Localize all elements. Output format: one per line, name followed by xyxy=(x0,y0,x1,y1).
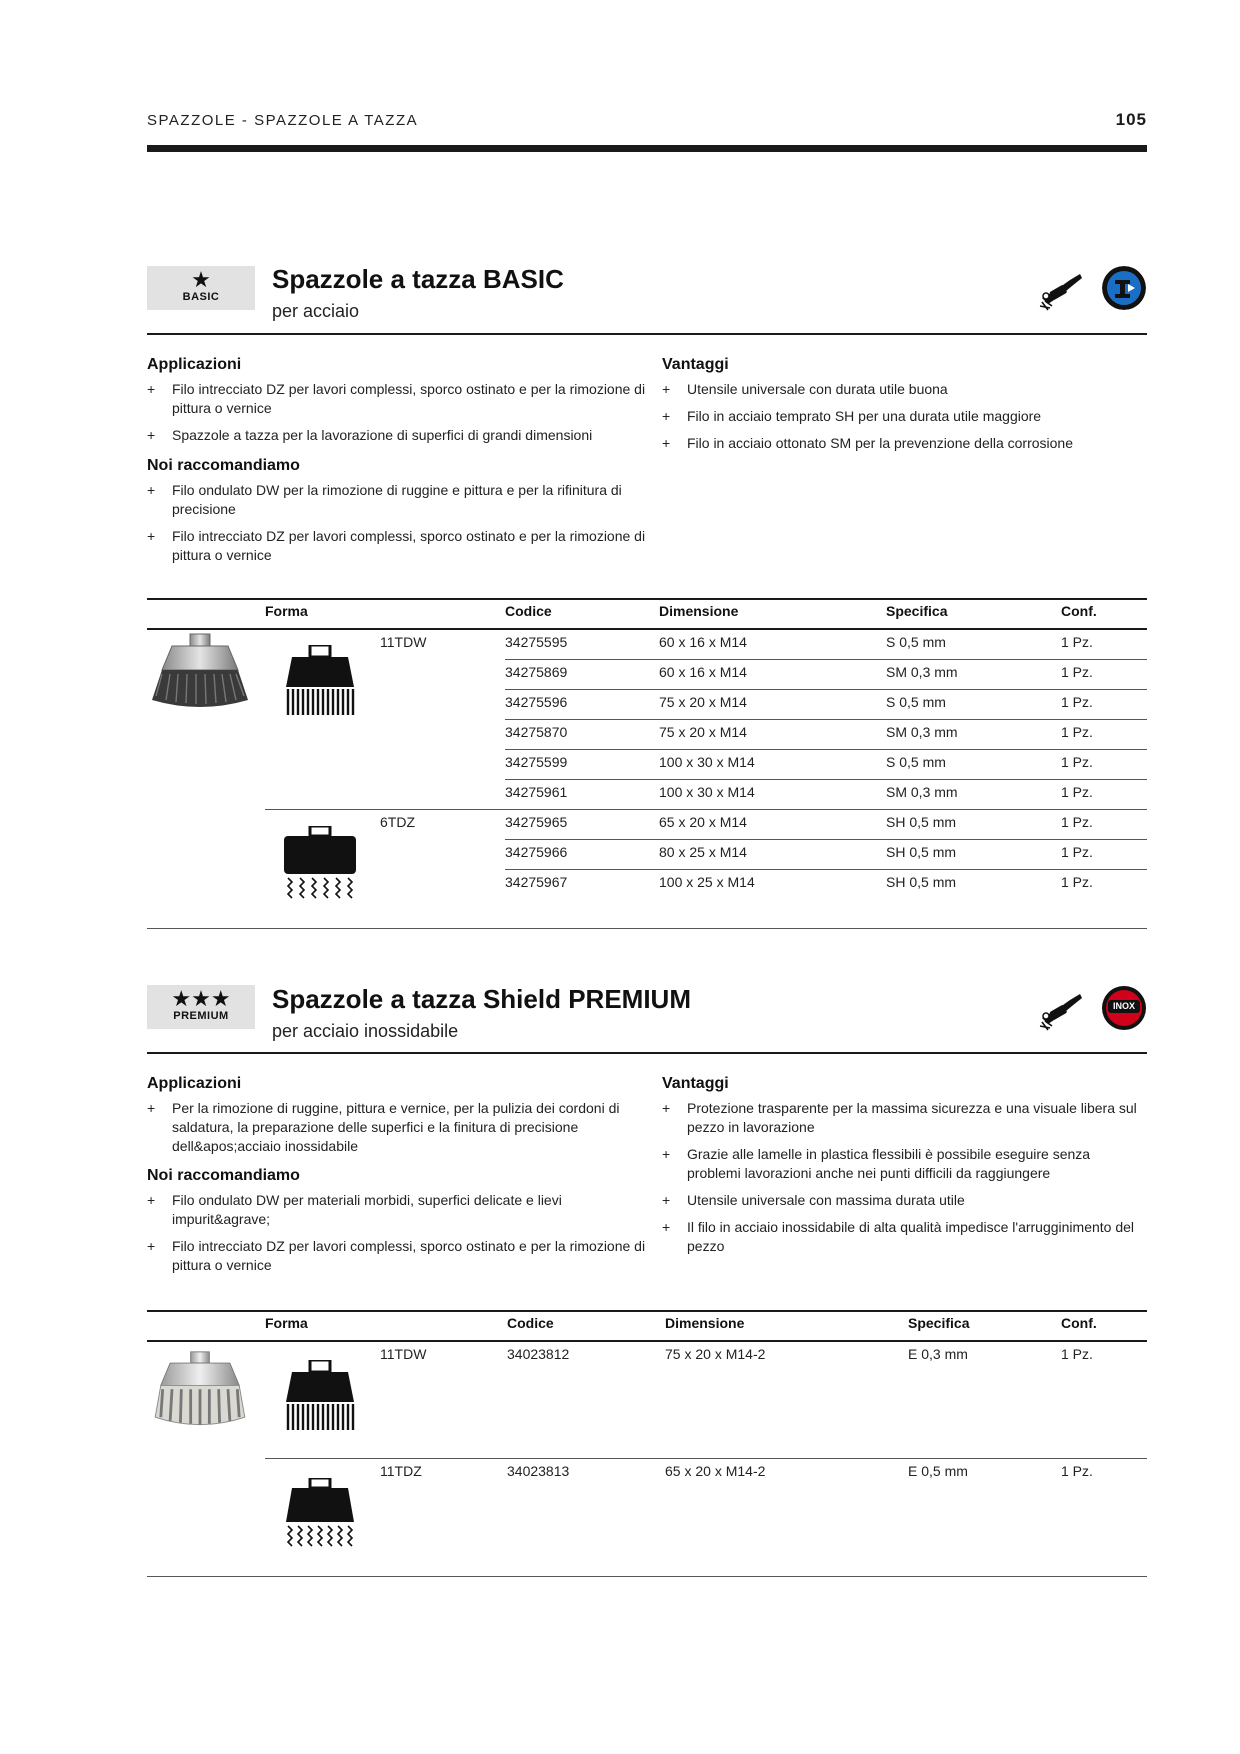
row-divider xyxy=(505,779,1147,780)
plus-icon: + xyxy=(662,381,671,397)
product-type: 11TDW xyxy=(380,1346,427,1362)
group-divider xyxy=(265,809,1147,810)
applications-heading: Applicazioni xyxy=(147,1075,242,1092)
col-header-codice: Codice xyxy=(505,603,552,619)
col-header-dimensione: Dimensione xyxy=(665,1315,745,1331)
plus-icon: + xyxy=(662,435,671,451)
cup-brush-twisted-knot-icon xyxy=(280,1478,360,1558)
cell-codice: 34275869 xyxy=(505,664,568,680)
col-header-conf: Conf. xyxy=(1061,603,1097,619)
cell-dimensione: 100 x 30 x M14 xyxy=(659,784,755,800)
header-rule xyxy=(147,145,1147,152)
plus-icon: + xyxy=(147,381,156,397)
cell-conf: 1 Pz. xyxy=(1061,874,1093,890)
cell-specifica: E 0,5 mm xyxy=(908,1463,968,1479)
cell-codice: 34275965 xyxy=(505,814,568,830)
cup-brush-twisted-knot-icon xyxy=(280,826,360,906)
cup-brush-crimped-wire-icon xyxy=(280,1360,360,1440)
table-bottom-rule xyxy=(147,1576,1147,1577)
inox-label: INOX xyxy=(1108,1000,1140,1013)
row-divider xyxy=(505,749,1147,750)
cell-specifica: SM 0,3 mm xyxy=(886,724,958,740)
advantages-heading: Vantaggi xyxy=(662,356,729,373)
cell-conf: 1 Pz. xyxy=(1061,1346,1093,1362)
plus-icon: + xyxy=(147,1192,156,1208)
row-divider xyxy=(505,869,1147,870)
list-item: + Filo ondulato DW per materiali morbidi, superfici delicate e lievi impurit&agrave; xyxy=(147,1192,562,1227)
section-subtitle: per acciaio inossidabile xyxy=(272,1021,459,1041)
cell-codice: 34275596 xyxy=(505,694,568,710)
list-item: + Filo intrecciato DZ per lavori complessi, sporco ostinato e per la rimozione di pittura o vernice xyxy=(147,381,646,416)
cell-dimensione: 75 x 20 x M14 xyxy=(659,724,747,740)
cell-specifica: E 0,3 mm xyxy=(908,1346,968,1362)
product-type: 6TDZ xyxy=(380,814,415,830)
cell-dimensione: 65 x 20 x M14 xyxy=(659,814,747,830)
col-header-specifica: Specifica xyxy=(886,603,948,619)
cell-conf: 1 Pz. xyxy=(1061,694,1093,710)
plus-icon: + xyxy=(662,1192,671,1208)
row-divider xyxy=(505,689,1147,690)
section-rule xyxy=(147,333,1147,335)
plus-icon: + xyxy=(147,528,156,544)
cell-specifica: SH 0,5 mm xyxy=(886,844,957,860)
list-item: + Protezione trasparente per la massima sicurezza e una visuale libera sul pezzo in lavorazione xyxy=(662,1100,1137,1135)
table-header-rule xyxy=(147,1340,1147,1342)
cell-dimensione: 100 x 30 x M14 xyxy=(659,754,755,770)
cell-codice: 34275870 xyxy=(505,724,568,740)
row-divider xyxy=(505,839,1147,840)
cell-dimensione: 65 x 20 x M14-2 xyxy=(665,1463,766,1479)
cell-specifica: SM 0,3 mm xyxy=(886,664,958,680)
recommend-list xyxy=(147,481,647,573)
cell-codice: 34023813 xyxy=(507,1463,570,1479)
cell-codice: 34023812 xyxy=(507,1346,570,1362)
cell-specifica: S 0,5 mm xyxy=(886,694,946,710)
list-item: + Filo intrecciato DZ per lavori complessi, sporco ostinato e per la rimozione di pittura o vernice xyxy=(147,1238,646,1273)
cup-brush-crimped-wire-icon xyxy=(280,645,360,725)
cell-specifica: SH 0,5 mm xyxy=(886,874,957,890)
product-type: 11TDW xyxy=(380,634,427,650)
applications-heading: Applicazioni xyxy=(147,356,242,373)
list-item: + Utensile universale con massima durata utile xyxy=(662,1192,965,1208)
angle-grinder-icon xyxy=(1036,988,1084,1032)
cell-conf: 1 Pz. xyxy=(1061,724,1093,740)
section-title: Spazzole a tazza Shield PREMIUM xyxy=(272,984,691,1014)
cell-dimensione: 60 x 16 x M14 xyxy=(659,664,747,680)
product-type: 11TDZ xyxy=(380,1463,422,1479)
list-item: + Filo in acciaio ottonato SM per la prevenzione della corrosione xyxy=(662,435,1073,451)
plus-icon: + xyxy=(147,1238,156,1254)
group-divider xyxy=(265,1458,1147,1459)
row-divider xyxy=(505,719,1147,720)
list-item: + Filo intrecciato DZ per lavori complessi, sporco ostinato e per la rimozione di pittura o vernice xyxy=(147,528,646,563)
advantages-list xyxy=(662,380,1147,461)
plus-icon: + xyxy=(147,427,156,443)
plus-icon: + xyxy=(147,1100,156,1116)
badge-stars: ★★★ xyxy=(171,986,231,1011)
quality-badge-basic xyxy=(147,266,255,310)
cell-dimensione: 60 x 16 x M14 xyxy=(659,634,747,650)
cell-dimensione: 75 x 20 x M14-2 xyxy=(665,1346,766,1362)
steel-cup-brush-photo xyxy=(148,630,252,714)
table-header-rule xyxy=(147,628,1147,630)
cell-codice: 34275599 xyxy=(505,754,568,770)
col-header-dimensione: Dimensione xyxy=(659,603,739,619)
running-head: SPAZZOLE - SPAZZOLE A TAZZA xyxy=(147,112,419,129)
cell-conf: 1 Pz. xyxy=(1061,814,1093,830)
list-item: + Grazie alle lamelle in plastica flessibili è possibile eseguire senza problemi lavorazioni anche nei punti difficili da raggiungere xyxy=(662,1146,1091,1181)
badge-stars: ★ xyxy=(191,267,211,292)
page-number: 105 xyxy=(1115,110,1147,129)
plus-icon: + xyxy=(662,1146,671,1162)
list-item: + Filo in acciaio temprato SH per una durata utile maggiore xyxy=(662,408,1042,424)
list-item: + Filo ondulato DW per la rimozione di ruggine e pittura e per la rifinitura di precisione xyxy=(147,482,622,517)
col-header-codice: Codice xyxy=(507,1315,554,1331)
plus-icon: + xyxy=(662,1100,671,1116)
cell-codice: 34275966 xyxy=(505,844,568,860)
list-item: + Per la rimozione di ruggine, pittura e vernice, per la pulizia dei cordoni di saldatura, la preparazione delle superfici e la finitura di precisione dell&apos;acciaio inossidabile xyxy=(147,1100,620,1154)
cell-conf: 1 Pz. xyxy=(1061,844,1093,860)
cell-dimensione: 80 x 25 x M14 xyxy=(659,844,747,860)
cell-conf: 1 Pz. xyxy=(1061,634,1093,650)
list-item: + Il filo in acciaio inossidabile di alta qualità impedisce l'arrugginimento del pezzo xyxy=(662,1219,1135,1254)
cell-specifica: SH 0,5 mm xyxy=(886,814,957,830)
table-bottom-rule xyxy=(147,928,1147,929)
cell-conf: 1 Pz. xyxy=(1061,664,1093,680)
section-subtitle: per acciaio xyxy=(272,301,360,321)
advantages-list xyxy=(662,1099,1147,1264)
list-item: + Spazzole a tazza per la lavorazione di superfici di grandi dimensioni xyxy=(147,427,593,443)
applications-list xyxy=(147,1099,647,1164)
badge-label: PREMIUM xyxy=(173,1010,229,1022)
cell-codice: 34275595 xyxy=(505,634,568,650)
applications-list xyxy=(147,380,647,453)
cell-codice: 34275967 xyxy=(505,874,568,890)
steel-material-icon xyxy=(1102,266,1146,310)
cell-specifica: S 0,5 mm xyxy=(886,754,946,770)
cell-specifica: SM 0,3 mm xyxy=(886,784,958,800)
cell-dimensione: 75 x 20 x M14 xyxy=(659,694,747,710)
badge-label: BASIC xyxy=(182,291,220,303)
col-header-specifica: Specifica xyxy=(908,1315,970,1331)
cell-conf: 1 Pz. xyxy=(1061,754,1093,770)
angle-grinder-icon xyxy=(1036,268,1084,312)
recommend-heading: Noi raccomandiamo xyxy=(147,1167,300,1184)
col-header-forma: Forma xyxy=(265,1315,308,1331)
quality-badge-premium xyxy=(147,985,255,1029)
recommend-list xyxy=(147,1191,647,1283)
shield-cup-brush-photo xyxy=(148,1350,252,1434)
section-title: Spazzole a tazza BASIC xyxy=(272,264,564,294)
plus-icon: + xyxy=(147,482,156,498)
cell-conf: 1 Pz. xyxy=(1061,784,1093,800)
cell-codice: 34275961 xyxy=(505,784,568,800)
cell-dimensione: 100 x 25 x M14 xyxy=(659,874,755,890)
col-header-forma: Forma xyxy=(265,603,308,619)
plus-icon: + xyxy=(662,1219,671,1235)
table-top-rule xyxy=(147,598,1147,600)
row-divider xyxy=(505,659,1147,660)
table-top-rule xyxy=(147,1310,1147,1312)
cell-specifica: S 0,5 mm xyxy=(886,634,946,650)
inox-material-icon xyxy=(1102,986,1146,1030)
cell-conf: 1 Pz. xyxy=(1061,1463,1093,1479)
plus-icon: + xyxy=(662,408,671,424)
list-item: + Utensile universale con durata utile buona xyxy=(662,381,948,397)
col-header-conf: Conf. xyxy=(1061,1315,1097,1331)
recommend-heading: Noi raccomandiamo xyxy=(147,457,300,474)
section-rule xyxy=(147,1052,1147,1054)
advantages-heading: Vantaggi xyxy=(662,1075,729,1092)
